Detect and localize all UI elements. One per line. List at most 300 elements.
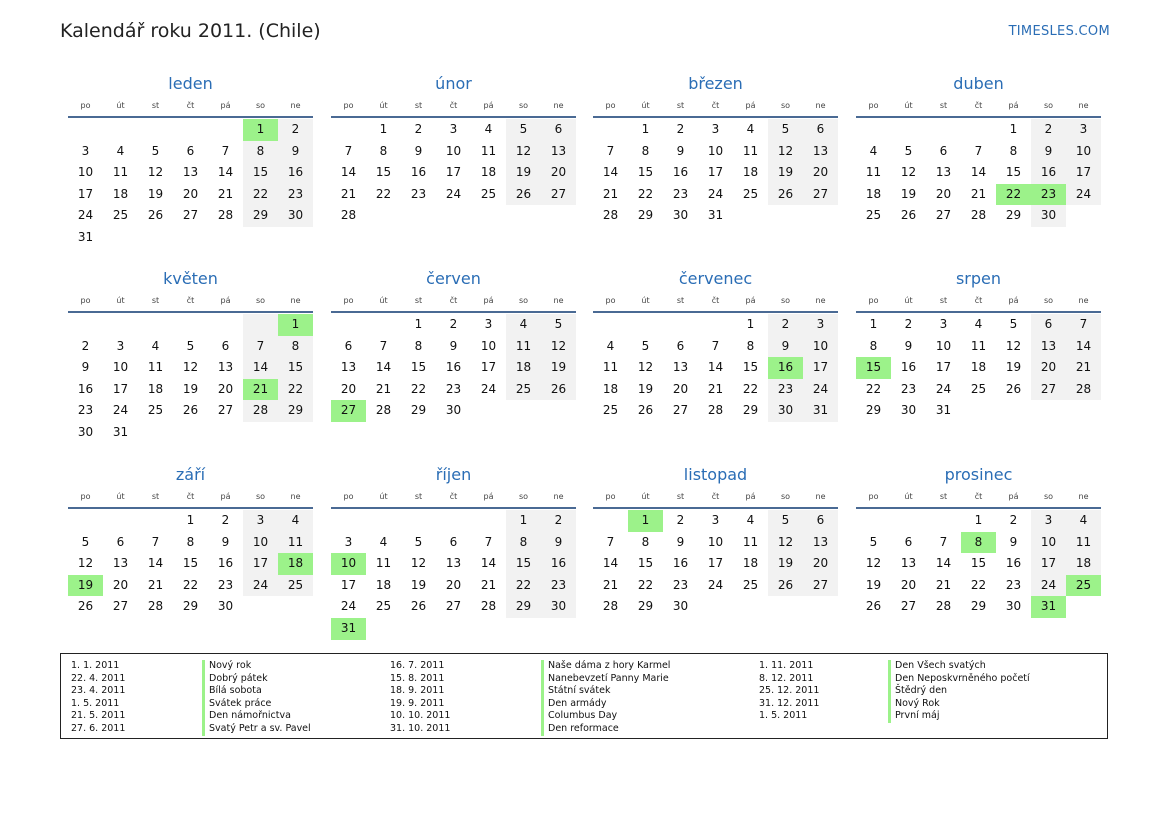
- day-cell: 26: [900, 208, 917, 223]
- empty-cell: [856, 119, 891, 141]
- weekday-label: st: [151, 296, 160, 305]
- day-cell: 7: [711, 338, 720, 353]
- legend-holiday-name: Nanebevzetí Panny Marie: [541, 673, 669, 686]
- day-cell: 6: [344, 338, 353, 353]
- day-cell: 30: [217, 599, 234, 614]
- day-cell: 19: [865, 577, 882, 592]
- empty-cell: [243, 314, 278, 336]
- day-cell: 23: [900, 381, 917, 396]
- legend-date: 23. 4. 2011: [71, 685, 126, 697]
- weekday-label: so: [518, 101, 529, 110]
- day-cell: 14: [243, 357, 278, 379]
- day-cell: 21: [147, 577, 164, 592]
- empty-cell: [366, 510, 401, 532]
- day-cell: 10: [1066, 141, 1101, 163]
- weekday-label: pá: [745, 296, 756, 305]
- day-cell: 26: [637, 403, 654, 418]
- day-cell: 27: [900, 599, 917, 614]
- day-cell: 11: [112, 165, 129, 180]
- day-cell: 12: [77, 556, 94, 571]
- day-cell: 25: [742, 186, 759, 201]
- day-cell: 30: [1031, 205, 1066, 227]
- day-cell: 20: [900, 577, 917, 592]
- day-cell: 4: [278, 510, 313, 532]
- day-cell: 7: [221, 143, 230, 158]
- day-cell: 27: [541, 184, 576, 206]
- day-cell: 22: [637, 577, 654, 592]
- day-cell: 13: [803, 141, 838, 163]
- day-cell: 13: [182, 165, 199, 180]
- weekday-label: čt: [186, 492, 195, 501]
- weekday-label: po: [80, 296, 91, 305]
- day-cell: 20: [182, 186, 199, 201]
- day-grid: [856, 119, 1101, 227]
- weekday-label: po: [868, 101, 879, 110]
- day-cell: 17: [1066, 162, 1101, 184]
- day-cell: 18: [865, 186, 882, 201]
- weekday-header: [68, 98, 313, 114]
- day-cell: 19: [541, 357, 576, 379]
- day-cell: 26: [147, 208, 164, 223]
- weekday-label: ne: [290, 296, 301, 305]
- weekday-label: út: [641, 296, 650, 305]
- empty-cell: [103, 510, 138, 532]
- weekday-label: so: [1043, 492, 1054, 501]
- weekday-header: [331, 293, 576, 309]
- day-cell: 13: [1031, 336, 1066, 358]
- day-cell: 25: [506, 379, 541, 401]
- weekday-label: út: [116, 492, 125, 501]
- day-cell: 17: [935, 360, 952, 375]
- day-cell: 19: [410, 577, 427, 592]
- day-cell: 24: [445, 186, 462, 201]
- empty-cell: [593, 119, 628, 141]
- header-divider: [68, 507, 313, 509]
- weekday-label: ne: [815, 296, 826, 305]
- legend-date: 1. 5. 2011: [759, 710, 808, 722]
- empty-cell: [401, 510, 436, 532]
- legend-date: 10. 10. 2011: [390, 710, 451, 722]
- day-cell: 14: [970, 165, 987, 180]
- day-cell: 2: [278, 119, 313, 141]
- day-cell: 30: [77, 424, 94, 439]
- day-cell: 25: [970, 381, 987, 396]
- day-cell: 16: [541, 553, 576, 575]
- day-cell: 22: [742, 381, 759, 396]
- day-cell: 6: [116, 534, 125, 549]
- day-cell: 3: [81, 143, 90, 158]
- day-cell: 24: [243, 575, 278, 597]
- weekday-label: čt: [449, 492, 458, 501]
- day-cell: 17: [480, 360, 497, 375]
- month-name: listopad: [683, 465, 748, 484]
- day-cell: 26: [541, 379, 576, 401]
- day-cell: 21: [602, 577, 619, 592]
- day-cell: 18: [970, 360, 987, 375]
- day-cell: 19: [182, 381, 199, 396]
- day-cell: 14: [147, 556, 164, 571]
- day-cell: 9: [449, 338, 458, 353]
- legend-holiday-name: Štědrý den: [888, 685, 947, 698]
- day-cell: 22: [865, 381, 882, 396]
- day-cell: 23: [672, 577, 689, 592]
- empty-cell: [891, 119, 926, 141]
- weekday-label: so: [780, 296, 791, 305]
- day-cell: 9: [541, 532, 576, 554]
- day-cell: 11: [375, 556, 392, 571]
- day-cell: 21: [480, 577, 497, 592]
- day-cell: 4: [869, 143, 878, 158]
- day-cell: 28: [217, 208, 234, 223]
- day-cell: 10: [935, 338, 952, 353]
- day-cell: 1: [869, 317, 878, 331]
- day-cell: 16: [1031, 162, 1066, 184]
- day-cell: 28: [935, 599, 952, 614]
- day-cell: 23: [278, 184, 313, 206]
- weekday-header: [856, 98, 1101, 114]
- day-cell: 14: [1066, 336, 1101, 358]
- day-cell: 26: [768, 575, 803, 597]
- day-cell: 28: [970, 208, 987, 223]
- weekday-label: st: [151, 101, 160, 110]
- day-cell: 8: [869, 338, 878, 353]
- day-cell: 11: [742, 534, 759, 549]
- day-cell: 6: [803, 119, 838, 141]
- day-cell: 15: [243, 162, 278, 184]
- day-cell: 18: [147, 381, 164, 396]
- day-cell: 18: [506, 357, 541, 379]
- day-cell: 25: [278, 575, 313, 597]
- day-cell: 24: [112, 403, 129, 418]
- empty-cell: [926, 119, 961, 141]
- holiday-day-cell: 27: [331, 400, 366, 422]
- day-cell: 12: [637, 360, 654, 375]
- holiday-day-cell: 22: [996, 184, 1031, 206]
- day-cell: 22: [375, 186, 392, 201]
- day-cell: 27: [217, 403, 234, 418]
- day-cell: 16: [217, 556, 234, 571]
- weekday-label: st: [414, 101, 423, 110]
- legend-holiday-name: Naše dáma z hory Karmel: [541, 660, 670, 673]
- day-cell: 24: [707, 577, 724, 592]
- day-cell: 5: [541, 314, 576, 336]
- day-cell: 31: [935, 403, 952, 418]
- weekday-label: pá: [745, 101, 756, 110]
- weekday-label: pá: [1008, 296, 1019, 305]
- day-cell: 29: [1005, 208, 1022, 223]
- legend-holiday-name: Svátek práce: [202, 698, 271, 711]
- day-cell: 3: [243, 510, 278, 532]
- weekday-label: pá: [220, 101, 231, 110]
- day-cell: 20: [672, 381, 689, 396]
- holiday-day-cell: 1: [628, 510, 663, 532]
- weekday-label: čt: [711, 492, 720, 501]
- day-cell: 12: [900, 165, 917, 180]
- day-cell: 13: [217, 360, 234, 375]
- day-cell: 18: [375, 577, 392, 592]
- day-cell: 28: [375, 403, 392, 418]
- page-title: Kalendář roku 2011. (Chile): [60, 20, 321, 42]
- day-cell: 25: [147, 403, 164, 418]
- day-cell: 14: [935, 556, 952, 571]
- weekday-header: [331, 98, 576, 114]
- holiday-day-cell: 31: [331, 618, 366, 640]
- weekday-label: čt: [449, 101, 458, 110]
- weekday-label: po: [343, 101, 354, 110]
- day-cell: 22: [278, 379, 313, 401]
- weekday-label: so: [518, 296, 529, 305]
- day-cell: 4: [974, 317, 983, 331]
- day-cell: 16: [900, 360, 917, 375]
- empty-cell: [366, 314, 401, 336]
- day-grid: [593, 119, 838, 227]
- day-cell: 4: [506, 314, 541, 336]
- day-cell: 29: [182, 599, 199, 614]
- weekday-label: st: [676, 492, 685, 501]
- header-divider: [856, 116, 1101, 118]
- month-1: [331, 73, 576, 227]
- day-cell: 17: [243, 553, 278, 575]
- weekday-label: so: [780, 101, 791, 110]
- month-7: [856, 268, 1101, 422]
- day-cell: 15: [970, 556, 987, 571]
- weekday-label: ne: [815, 492, 826, 501]
- weekday-label: pá: [1008, 101, 1019, 110]
- day-cell: 16: [77, 381, 94, 396]
- day-cell: 23: [217, 577, 234, 592]
- day-cell: 14: [480, 556, 497, 571]
- empty-cell: [138, 119, 173, 141]
- day-cell: 7: [1066, 314, 1101, 336]
- weekday-label: st: [939, 101, 948, 110]
- day-cell: 26: [182, 403, 199, 418]
- day-cell: 6: [541, 119, 576, 141]
- day-cell: 13: [900, 556, 917, 571]
- day-cell: 12: [768, 532, 803, 554]
- weekday-header: [593, 489, 838, 505]
- day-cell: 3: [484, 317, 493, 331]
- day-cell: 26: [77, 599, 94, 614]
- day-cell: 15: [506, 553, 541, 575]
- day-cell: 23: [768, 379, 803, 401]
- day-grid: [331, 510, 576, 640]
- empty-cell: [173, 119, 208, 141]
- weekday-label: pá: [1008, 492, 1019, 501]
- day-cell: 2: [1009, 513, 1018, 527]
- day-cell: 3: [711, 122, 720, 136]
- day-cell: 5: [768, 510, 803, 532]
- day-cell: 20: [340, 381, 357, 396]
- day-cell: 26: [410, 599, 427, 614]
- day-cell: 2: [676, 513, 685, 527]
- weekday-label: čt: [974, 296, 983, 305]
- weekday-label: po: [605, 101, 616, 110]
- day-cell: 1: [414, 317, 423, 331]
- day-cell: 10: [243, 532, 278, 554]
- weekday-label: čt: [186, 296, 195, 305]
- day-cell: 9: [676, 143, 685, 158]
- day-cell: 4: [606, 338, 615, 353]
- day-cell: 12: [182, 360, 199, 375]
- day-cell: 29: [865, 403, 882, 418]
- day-cell: 11: [865, 165, 882, 180]
- weekday-label: pá: [745, 492, 756, 501]
- weekday-label: pá: [220, 492, 231, 501]
- day-cell: 25: [480, 186, 497, 201]
- month-name: prosinec: [944, 465, 1013, 484]
- month-name: duben: [953, 74, 1004, 93]
- day-cell: 16: [410, 165, 427, 180]
- weekday-label: ne: [1078, 101, 1089, 110]
- day-cell: 16: [672, 556, 689, 571]
- day-grid: [331, 314, 576, 422]
- weekday-label: st: [939, 296, 948, 305]
- header-divider: [331, 311, 576, 313]
- day-cell: 17: [803, 357, 838, 379]
- day-cell: 8: [506, 532, 541, 554]
- day-cell: 5: [641, 338, 650, 353]
- weekday-header: [593, 98, 838, 114]
- day-cell: 18: [480, 165, 497, 180]
- day-cell: 3: [449, 122, 458, 136]
- day-cell: 31: [707, 208, 724, 223]
- legend-date: 1. 11. 2011: [759, 660, 814, 671]
- day-cell: 7: [243, 336, 278, 358]
- weekday-label: st: [414, 492, 423, 501]
- day-cell: 15: [410, 360, 427, 375]
- day-cell: 12: [410, 556, 427, 571]
- holiday-legend: [60, 653, 1108, 739]
- day-cell: 14: [217, 165, 234, 180]
- day-cell: 21: [340, 186, 357, 201]
- day-cell: 4: [379, 534, 388, 549]
- weekday-label: čt: [711, 101, 720, 110]
- legend-date: 8. 12. 2011: [759, 672, 814, 684]
- day-cell: 12: [506, 141, 541, 163]
- empty-cell: [173, 314, 208, 336]
- legend-holiday-name: Den Všech svatých: [888, 660, 986, 673]
- day-grid: [856, 314, 1101, 422]
- day-cell: 29: [278, 400, 313, 422]
- day-cell: 21: [375, 381, 392, 396]
- day-cell: 9: [676, 534, 685, 549]
- day-cell: 27: [112, 599, 129, 614]
- empty-cell: [331, 510, 366, 532]
- day-cell: 5: [904, 143, 913, 158]
- legend-date: 19. 9. 2011: [390, 697, 445, 709]
- day-cell: 7: [484, 534, 493, 549]
- month-3: [856, 73, 1101, 227]
- empty-cell: [856, 510, 891, 532]
- weekday-label: po: [868, 296, 879, 305]
- holiday-day-cell: 18: [278, 553, 313, 575]
- weekday-label: st: [676, 296, 685, 305]
- weekday-header: [68, 293, 313, 309]
- day-cell: 1: [974, 513, 983, 527]
- weekday-label: čt: [186, 101, 195, 110]
- day-cell: 21: [970, 186, 987, 201]
- day-cell: 27: [1031, 379, 1066, 401]
- day-cell: 4: [116, 143, 125, 158]
- day-cell: 24: [340, 599, 357, 614]
- day-cell: 22: [182, 577, 199, 592]
- day-cell: 14: [707, 360, 724, 375]
- day-cell: 4: [746, 513, 755, 527]
- day-cell: 3: [939, 317, 948, 331]
- holiday-day-cell: 1: [243, 119, 278, 141]
- day-cell: 9: [1031, 141, 1066, 163]
- legend-date: 1. 5. 2011: [71, 697, 120, 709]
- empty-cell: [926, 510, 961, 532]
- legend-date: 16. 7. 2011: [390, 660, 445, 671]
- empty-cell: [138, 314, 173, 336]
- weekday-label: ne: [553, 296, 564, 305]
- empty-cell: [961, 119, 996, 141]
- header-divider: [68, 116, 313, 118]
- header-divider: [593, 311, 838, 313]
- day-cell: 28: [480, 599, 497, 614]
- day-cell: 22: [410, 381, 427, 396]
- site-link[interactable]: TIMESLES.COM: [1008, 24, 1110, 39]
- day-cell: 20: [803, 553, 838, 575]
- weekday-label: út: [904, 101, 913, 110]
- weekday-label: út: [379, 296, 388, 305]
- day-cell: 24: [1066, 184, 1101, 206]
- weekday-label: so: [518, 492, 529, 501]
- empty-cell: [208, 314, 243, 336]
- day-cell: 12: [147, 165, 164, 180]
- weekday-label: čt: [711, 296, 720, 305]
- day-cell: 2: [768, 314, 803, 336]
- day-cell: 27: [803, 184, 838, 206]
- day-cell: 23: [672, 186, 689, 201]
- header-divider: [856, 507, 1101, 509]
- day-cell: 27: [803, 575, 838, 597]
- day-cell: 13: [445, 556, 462, 571]
- legend-holiday-name: Nový rok: [202, 660, 251, 673]
- weekday-label: pá: [483, 101, 494, 110]
- day-grid: [331, 119, 576, 227]
- day-cell: 12: [768, 141, 803, 163]
- day-cell: 30: [672, 208, 689, 223]
- weekday-header: [856, 489, 1101, 505]
- empty-cell: [593, 314, 628, 336]
- day-cell: 11: [602, 360, 619, 375]
- day-cell: 8: [243, 141, 278, 163]
- day-cell: 2: [449, 317, 458, 331]
- day-cell: 28: [340, 208, 357, 223]
- day-cell: 10: [707, 143, 724, 158]
- day-cell: 5: [768, 119, 803, 141]
- day-cell: 4: [484, 122, 493, 136]
- holiday-day-cell: 19: [68, 575, 103, 597]
- day-cell: 7: [974, 143, 983, 158]
- holiday-day-cell: 1: [278, 314, 313, 336]
- day-cell: 20: [803, 162, 838, 184]
- day-cell: 13: [803, 532, 838, 554]
- day-cell: 8: [1009, 143, 1018, 158]
- weekday-label: ne: [815, 101, 826, 110]
- month-name: březen: [688, 74, 743, 93]
- day-cell: 15: [182, 556, 199, 571]
- weekday-label: so: [255, 492, 266, 501]
- legend-date: 31. 12. 2011: [759, 697, 820, 709]
- day-cell: 24: [77, 208, 94, 223]
- weekday-label: pá: [483, 492, 494, 501]
- empty-cell: [436, 510, 471, 532]
- month-name: únor: [435, 74, 472, 93]
- day-cell: 13: [112, 556, 129, 571]
